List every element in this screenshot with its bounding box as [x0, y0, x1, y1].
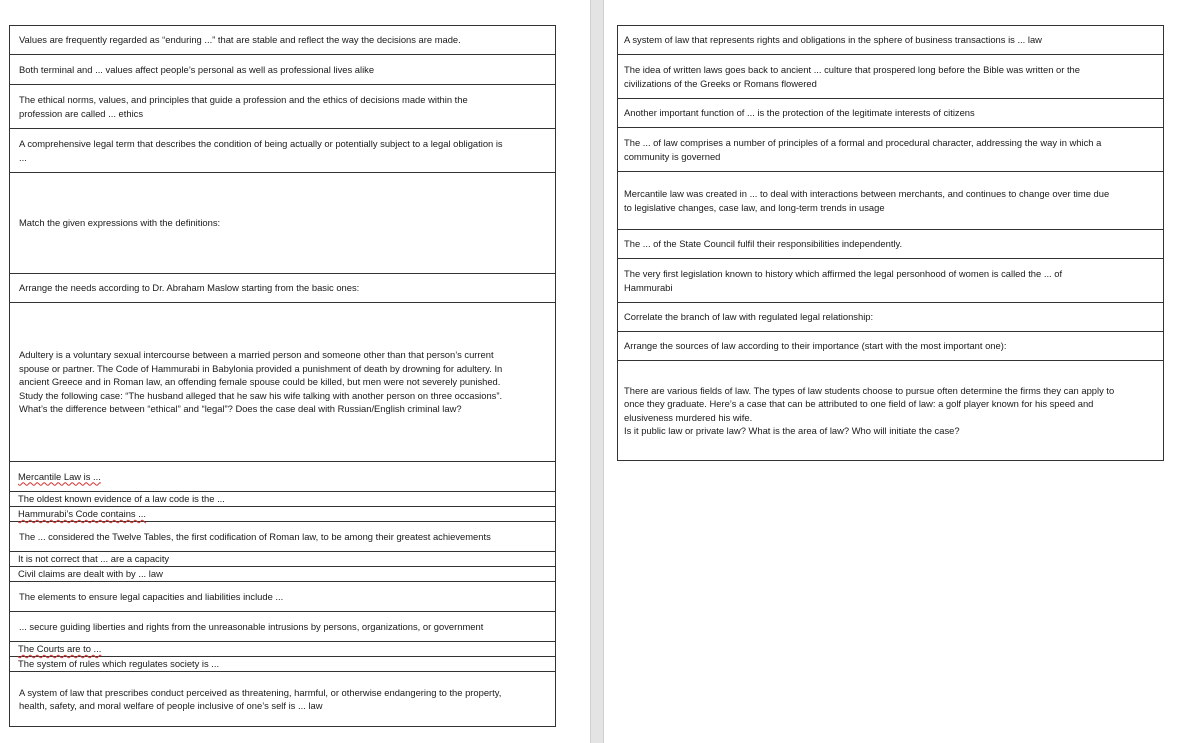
table-row[interactable]: The system of rules which regulates society is ... [10, 656, 555, 671]
table-row[interactable]: Mercantile Law is ... [10, 461, 555, 491]
table-row[interactable]: ... secure guiding liberties and rights from the unreasonable intrusions by persons, organizations, or government [10, 611, 555, 641]
document-page-right [604, 0, 1190, 743]
table-row[interactable]: Hammurabi’s Code contains ... [10, 506, 555, 521]
table-row[interactable]: The idea of written laws goes back to ancient ... culture that prospered long before the Bible was written or the civilizations of the Greeks or Romans flowered [618, 54, 1163, 98]
page-gutter [590, 0, 604, 743]
table-row[interactable]: Another important function of ... is the protection of the legitimate interests of citizens [618, 98, 1163, 127]
table-row[interactable]: The very first legislation known to history which affirmed the legal personhood of women is called the ... of Hammurabi [618, 258, 1163, 302]
table-row[interactable]: The elements to ensure legal capacities and liabilities include ... [10, 581, 555, 611]
questions-table-right [617, 25, 1164, 461]
table-row[interactable]: The ethical norms, values, and principles that guide a profession and the ethics of decisions made within the profession are called ... ethics [10, 84, 555, 128]
questions-table-left [9, 25, 556, 727]
table-row[interactable]: The ... considered the Twelve Tables, the first codification of Roman law, to be among their greatest achievements [10, 521, 555, 551]
table-row[interactable]: A system of law that represents rights and obligations in the sphere of business transactions is ... law [618, 25, 1163, 54]
table-row[interactable]: Match the given expressions with the definitions: [10, 172, 555, 273]
table-row[interactable]: Correlate the branch of law with regulated legal relationship: [618, 302, 1163, 331]
table-row[interactable]: The ... of the State Council fulfil their responsibilities independently. [618, 229, 1163, 258]
table-row[interactable]: A comprehensive legal term that describes the condition of being actually or potentially subject to a legal obligation is ... [10, 128, 555, 172]
table-row[interactable]: A system of law that prescribes conduct perceived as threatening, harmful, or otherwise endangering to the property, health, safety, and moral welfare of people inclusive of one’s self is ... law [10, 671, 555, 726]
table-row[interactable]: Values are frequently regarded as “enduring ...” that are stable and reflect the way the decisions are made. [10, 25, 555, 54]
table-row[interactable]: The Courts are to ... [10, 641, 555, 656]
table-row[interactable]: Arrange the sources of law according to their importance (start with the most important one): [618, 331, 1163, 360]
table-row[interactable]: The oldest known evidence of a law code is the ... [10, 491, 555, 506]
table-row[interactable]: Adultery is a voluntary sexual intercourse between a married person and someone other than that person’s current spouse or partner. The Code of Hammurabi in Babylonia provided a punishment of death by drowning for adultery. In ancient Greece and in Roman law, an offending female spouse could be killed, but men were not severely punished. Study the following case: “The husband alleged that he saw his wife talking with another person on three occasions”. What’s the difference between “ethical” and “legal”? Does the case deal with Russian/English criminal law? [10, 302, 555, 461]
table-row[interactable]: It is not correct that ... are a capacity [10, 551, 555, 566]
document-page-left [0, 0, 590, 743]
table-row[interactable]: The ... of law comprises a number of principles of a formal and procedural character, addressing the way in which a community is governed [618, 127, 1163, 171]
table-row[interactable]: There are various fields of law. The types of law students choose to pursue often determine the firms they can apply to once they graduate. Here’s a case that can be attributed to one field of law: a golf player known for his speed and elusiveness murdered his wife. Is it public law or private law? What is the area of law? Who will initiate the case? [618, 360, 1163, 460]
table-row[interactable]: Civil claims are dealt with by ... law [10, 566, 555, 581]
table-row[interactable]: Mercantile law was created in ... to deal with interactions between merchants, and continues to change over time due to legislative changes, case law, and long-term trends in usage [618, 171, 1163, 229]
table-row[interactable]: Both terminal and ... values affect people’s personal as well as professional lives alike [10, 54, 555, 84]
table-row[interactable]: Arrange the needs according to Dr. Abraham Maslow starting from the basic ones: [10, 273, 555, 302]
